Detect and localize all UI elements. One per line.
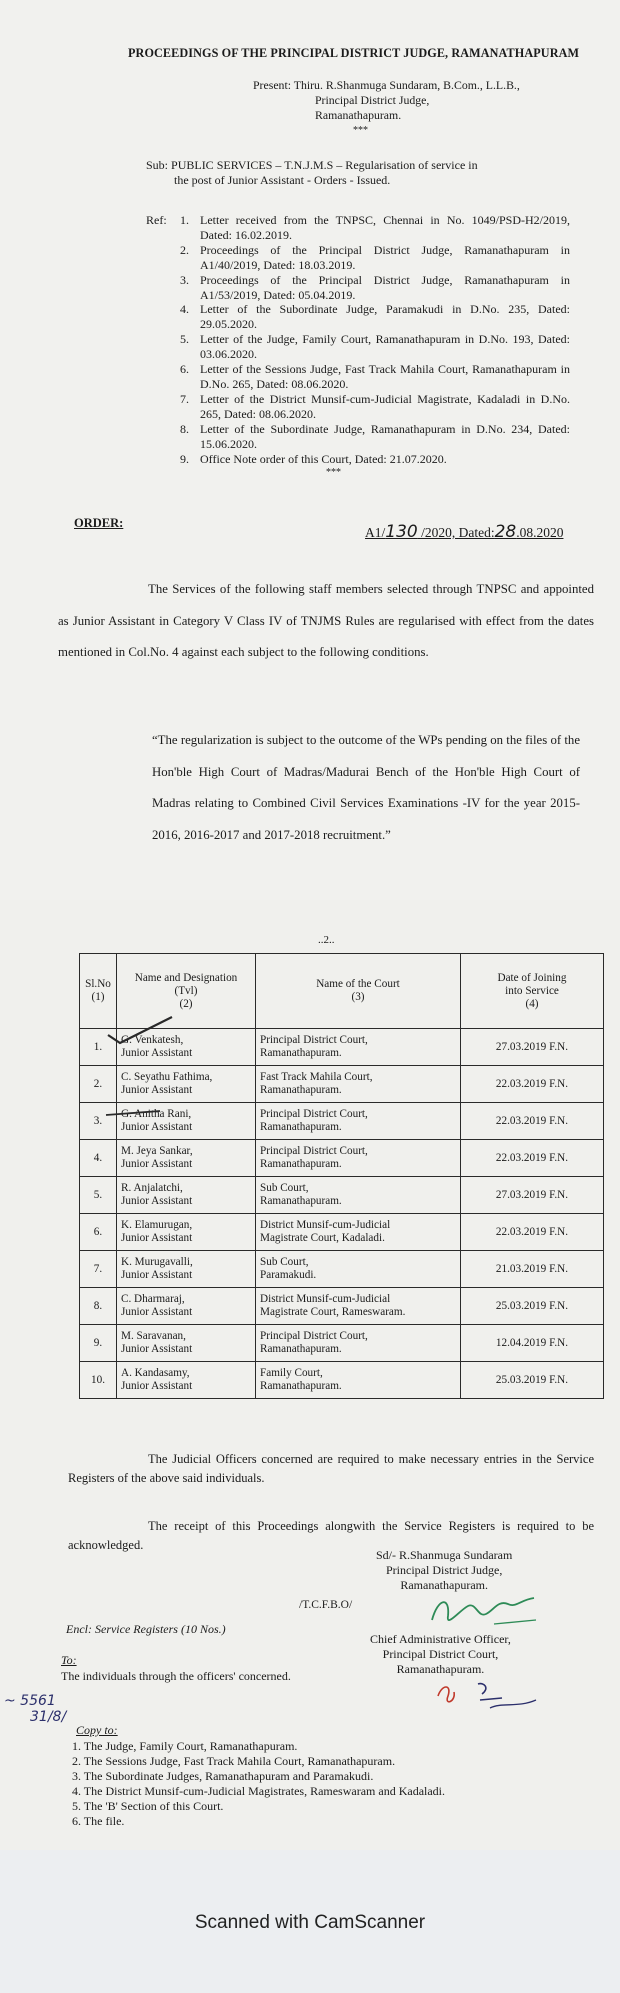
ref-num: 9. bbox=[180, 451, 189, 466]
reference-item bbox=[146, 213, 570, 243]
cell-date: 21.03.2019 F.N. bbox=[461, 1251, 604, 1288]
table-row bbox=[80, 1288, 604, 1325]
reference-item bbox=[146, 422, 570, 452]
reference-item bbox=[146, 332, 570, 362]
cell-slno: 1. bbox=[80, 1029, 117, 1066]
ref-text: Letter of the Subordinate Judge, Paramakudi in D.No. 235, Dated: 29.05.2020. bbox=[200, 302, 570, 332]
cell-name: M. Saravanan, Junior Assistant bbox=[117, 1325, 256, 1362]
reference-item bbox=[146, 392, 570, 422]
pen-tick-mark bbox=[106, 1013, 176, 1047]
order-ref-day: 28 bbox=[494, 522, 517, 542]
present-line: Present: Thiru. R.Shanmuga Sundaram, B.Com., L.L.B., bbox=[253, 78, 520, 92]
order-ref-suffix: .08.2020 bbox=[516, 525, 564, 540]
cell-court: Principal District Court, Ramanathapuram. bbox=[256, 1325, 461, 1362]
ref-text: Office Note order of this Court, Dated: 21.07.2020. bbox=[200, 451, 447, 466]
cell-slno: 2. bbox=[80, 1066, 117, 1103]
list-item: 4. The District Munsif-cum-Judicial Magistrates, Rameswaram and Kadaladi. bbox=[72, 1784, 446, 1798]
acknowledgement-paragraph bbox=[68, 1517, 594, 1555]
ref-text: Letter of the Judge, Family Court, Ramanathapuram in D.No. 193, Dated: 03.06.2020. bbox=[200, 332, 570, 362]
cell-name: G. Anitha Rani, Junior Assistant bbox=[117, 1103, 256, 1140]
cell-name: C. Dharmaraj, Junior Assistant bbox=[117, 1288, 256, 1325]
reference-item bbox=[146, 362, 570, 392]
ref-num: 3. bbox=[180, 272, 189, 287]
tcfbo-mark: /T.C.F.B.O/ bbox=[299, 1599, 353, 1611]
col-header-name: Name and Designation (Tvl) (2) bbox=[117, 954, 256, 1029]
order-label: ORDER: bbox=[74, 516, 124, 530]
handwritten-signature-green bbox=[424, 1590, 544, 1634]
order-ref-prefix: A1/ bbox=[365, 525, 386, 540]
cell-name: G. Venkatesh, Junior Assistant bbox=[117, 1029, 256, 1066]
list-item: 2. The Sessions Judge, Fast Track Mahila Court, Ramanathapuram. bbox=[72, 1754, 396, 1768]
cell-name: A. Kandasamy, Junior Assistant bbox=[117, 1362, 256, 1399]
signature-line: Sd/- R.Shanmuga Sundaram bbox=[376, 1548, 513, 1562]
cell-slno: 8. bbox=[80, 1288, 117, 1325]
order-ref-number: 130 bbox=[385, 522, 418, 542]
subject-block bbox=[146, 158, 546, 188]
ref-text: Proceedings of the Principal District Judge, Ramanathapuram in A1/53/2019, Dated: 05.04.2019. bbox=[200, 272, 570, 302]
cell-slno: 4. bbox=[80, 1140, 117, 1177]
table-row bbox=[80, 1362, 604, 1399]
list-item: 5. The 'B' Section of this Court. bbox=[72, 1799, 224, 1813]
col-header-slno: Sl.No (1) bbox=[80, 954, 117, 1029]
ref-num: 4. bbox=[180, 302, 189, 317]
camscanner-watermark: Scanned with CamScanner bbox=[194, 1912, 426, 1933]
copy-to-list bbox=[72, 1739, 445, 1829]
reference-item bbox=[146, 302, 570, 332]
cell-court: Sub Court, Ramanathapuram. bbox=[256, 1177, 461, 1214]
cao-signature-block bbox=[370, 1632, 511, 1677]
cell-date: 12.04.2019 F.N. bbox=[461, 1325, 604, 1362]
instruction-text: The Judicial Officers concerned are required to make necessary entries in the Service Registers of the above said individuals. bbox=[68, 1452, 594, 1485]
list-item: 1. The Judge, Family Court, Ramanathapuram. bbox=[72, 1739, 298, 1753]
cell-court: Principal District Court, Ramanathapuram. bbox=[256, 1029, 461, 1066]
cell-name: R. Anjalatchi, Junior Assistant bbox=[117, 1177, 256, 1214]
ref-num: 2. bbox=[180, 242, 189, 257]
ref-text: Letter of the Subordinate Judge, Ramanathapuram in D.No. 234, Dated: 15.06.2020. bbox=[200, 421, 570, 451]
present-line: Ramanathapuram. bbox=[315, 108, 402, 122]
cell-date: 25.03.2019 F.N. bbox=[461, 1288, 604, 1325]
handwritten-initials bbox=[432, 1678, 542, 1714]
inward-line: 31/8/ bbox=[30, 1709, 67, 1725]
judge-signature-block bbox=[376, 1548, 512, 1593]
to-label: To: bbox=[61, 1653, 77, 1667]
subject-line: the post of Junior Assistant - Orders - Issued. bbox=[174, 173, 391, 187]
cell-slno: 9. bbox=[80, 1325, 117, 1362]
present-line: Principal District Judge, bbox=[315, 93, 430, 107]
list-item: 6. The file. bbox=[72, 1814, 125, 1828]
ref-text: Proceedings of the Principal District Judge, Ramanathapuram in A1/40/2019, Dated: 18.03.2019. bbox=[200, 242, 570, 272]
copy-to-label: Copy to: bbox=[76, 1723, 118, 1737]
order-ref-mid: /2020, Dated: bbox=[417, 525, 495, 540]
col-header-court: Name of the Court (3) bbox=[256, 954, 461, 1029]
cell-court: Principal District Court, Ramanathapuram. bbox=[256, 1103, 461, 1140]
list-item: 3. The Subordinate Judges, Ramanathapuram and Paramakudi. bbox=[72, 1769, 374, 1783]
cell-date: 27.03.2019 F.N. bbox=[461, 1177, 604, 1214]
ref-num: 5. bbox=[180, 332, 189, 347]
page-number: ..2.. bbox=[318, 934, 335, 946]
reference-item bbox=[146, 452, 570, 467]
inward-number-handwritten bbox=[4, 1693, 66, 1725]
col-header-date: Date of Joining into Service (4) bbox=[461, 954, 604, 1029]
ref-label: Ref: bbox=[146, 213, 167, 227]
ref-num: 6. bbox=[180, 362, 189, 377]
to-text: The individuals through the officers' concerned. bbox=[61, 1669, 291, 1683]
cell-date: 27.03.2019 F.N. bbox=[461, 1029, 604, 1066]
ref-num: 7. bbox=[180, 391, 189, 406]
cell-date: 22.03.2019 F.N. bbox=[461, 1103, 604, 1140]
reference-item bbox=[146, 243, 570, 273]
ref-num: 1. bbox=[180, 213, 189, 227]
cell-slno: 10. bbox=[80, 1362, 117, 1399]
present-block bbox=[253, 78, 520, 138]
order-condition-quote: “The regularization is subject to the outcome of the WPs pending on the files of the Hon'ble High Court of Madras/Madurai Bench of the Hon'ble High Court of Madras relating to Combined Civil Services Examinations -IV for the year 2015-2016, 2016-2017 and 2017-2018 recruitment.” bbox=[152, 733, 580, 842]
separator: *** bbox=[326, 467, 341, 479]
table-row bbox=[80, 1177, 604, 1214]
cell-name: C. Seyathu Fathima, Junior Assistant bbox=[117, 1066, 256, 1103]
ref-num: 8. bbox=[180, 421, 189, 436]
order-reference bbox=[365, 522, 563, 542]
separator: *** bbox=[353, 125, 368, 136]
table-row bbox=[80, 1140, 604, 1177]
cell-date: 22.03.2019 F.N. bbox=[461, 1140, 604, 1177]
subject-line: PUBLIC SERVICES – T.N.J.M.S – Regularisation of service in bbox=[171, 158, 478, 172]
cell-name: K. Murugavalli, Junior Assistant bbox=[117, 1251, 256, 1288]
cell-court: District Munsif-cum-Judicial Magistrate Court, Rameswaram. bbox=[256, 1288, 461, 1325]
cell-court: Fast Track Mahila Court, Ramanathapuram. bbox=[256, 1066, 461, 1103]
cell-slno: 7. bbox=[80, 1251, 117, 1288]
cao-line: Ramanathapuram. bbox=[396, 1662, 485, 1676]
proceedings-title: PROCEEDINGS OF THE PRINCIPAL DISTRICT JUDGE, RAMANATHAPURAM bbox=[128, 46, 580, 60]
table-row bbox=[80, 1325, 604, 1362]
cell-date: 22.03.2019 F.N. bbox=[461, 1214, 604, 1251]
cell-slno: 3. bbox=[80, 1103, 117, 1140]
order-paragraph-text: The Services of the following staff members selected through TNPSC and appointed as Junior Assistant in Category V Class IV of TNJMS Rules are regularised with effect from the dates mentioned in Col.No. 4 against each subject to the following conditions. bbox=[58, 582, 594, 659]
cell-court: Principal District Court, Ramanathapuram. bbox=[256, 1140, 461, 1177]
ref-text: Letter of the District Munsif-cum-Judicial Magistrate, Kadaladi in D.No. 265, Dated: 08.06.2020. bbox=[200, 391, 570, 421]
references-list bbox=[146, 213, 570, 481]
acknowledgement-text: The receipt of this Proceedings alongwith the Service Registers is required to be acknowledged. bbox=[68, 1519, 594, 1552]
cell-court: Family Court, Ramanathapuram. bbox=[256, 1362, 461, 1399]
order-paragraph bbox=[58, 574, 594, 669]
cell-date: 22.03.2019 F.N. bbox=[461, 1066, 604, 1103]
ref-text: Letter of the Sessions Judge, Fast Track Mahila Court, Ramanathapuram in D.No. 265, Dated: 08.06.2020. bbox=[200, 362, 570, 391]
cao-line: Chief Administrative Officer, bbox=[370, 1632, 511, 1646]
cell-slno: 5. bbox=[80, 1177, 117, 1214]
pen-strike-mark bbox=[104, 1103, 164, 1123]
cao-line: Principal District Court, bbox=[382, 1647, 499, 1661]
reference-item bbox=[146, 273, 570, 303]
ref-text: Letter received from the TNPSC, Chennai in No. 1049/PSD-H2/2019, Dated: 16.02.2019. bbox=[200, 213, 570, 242]
table-row bbox=[80, 1066, 604, 1103]
cell-slno: 6. bbox=[80, 1214, 117, 1251]
cell-court: Sub Court, Paramakudi. bbox=[256, 1251, 461, 1288]
inward-line: ~ 5561 bbox=[4, 1693, 56, 1709]
signature-line: Principal District Judge, bbox=[386, 1563, 503, 1577]
instruction-paragraph bbox=[68, 1450, 594, 1488]
signature-line: Ramanathapuram. bbox=[400, 1578, 488, 1592]
table-row bbox=[80, 1214, 604, 1251]
enclosure-line: Encl: Service Registers (10 Nos.) bbox=[66, 1622, 226, 1636]
cell-court: District Munsif-cum-Judicial Magistrate Court, Kadaladi. bbox=[256, 1214, 461, 1251]
cell-name: K. Elamurugan, Junior Assistant bbox=[117, 1214, 256, 1251]
table-row bbox=[80, 1251, 604, 1288]
subject-label: Sub: bbox=[146, 158, 169, 172]
cell-name: M. Jeya Sankar, Junior Assistant bbox=[117, 1140, 256, 1177]
cell-date: 25.03.2019 F.N. bbox=[461, 1362, 604, 1399]
